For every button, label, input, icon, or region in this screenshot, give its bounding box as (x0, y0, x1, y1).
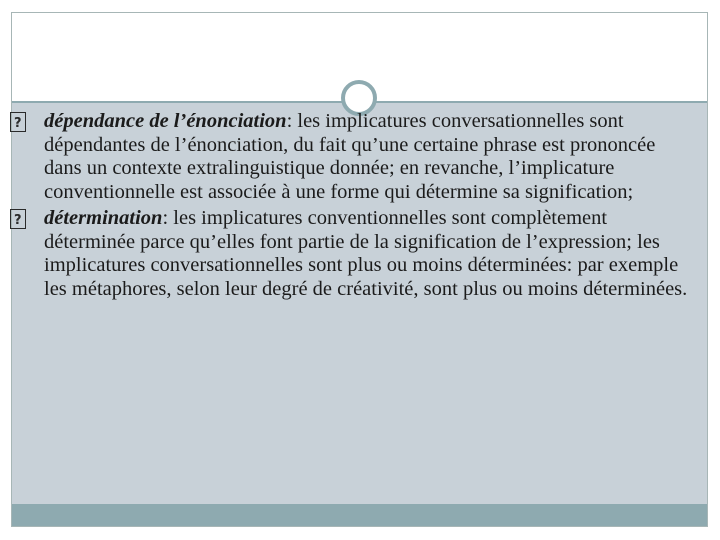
bullet-item-determination (10, 207, 690, 301)
bullet-term: dépendance de l’énonciation (44, 110, 287, 132)
missing-glyph-box-icon (10, 209, 26, 229)
bullet-text: : les implicatures conventionnelles sont complètement déterminée parce qu’elles font partie de la signification de l’expression; les implicatures conversationnelles sont plus ou moins déterminées: par exemple les métaphores, selon leur degré de créativité, sont plus ou moins déterminées. (44, 207, 688, 300)
bullet-text: : les implicatures conversationnelles sont dépendantes de l’énonciation, du fait qu’une certaine phrase est prononcée dans un contexte extralinguistique donnée; en revanche, l’implicature conventionnelle est associée à une forme qui détermine sa signification; (44, 110, 656, 203)
body-text (10, 110, 690, 301)
bullet-item-dependance (10, 110, 690, 204)
missing-glyph-box-icon (10, 112, 26, 132)
footer-bar (12, 504, 707, 526)
bullet-term: détermination (44, 207, 163, 229)
